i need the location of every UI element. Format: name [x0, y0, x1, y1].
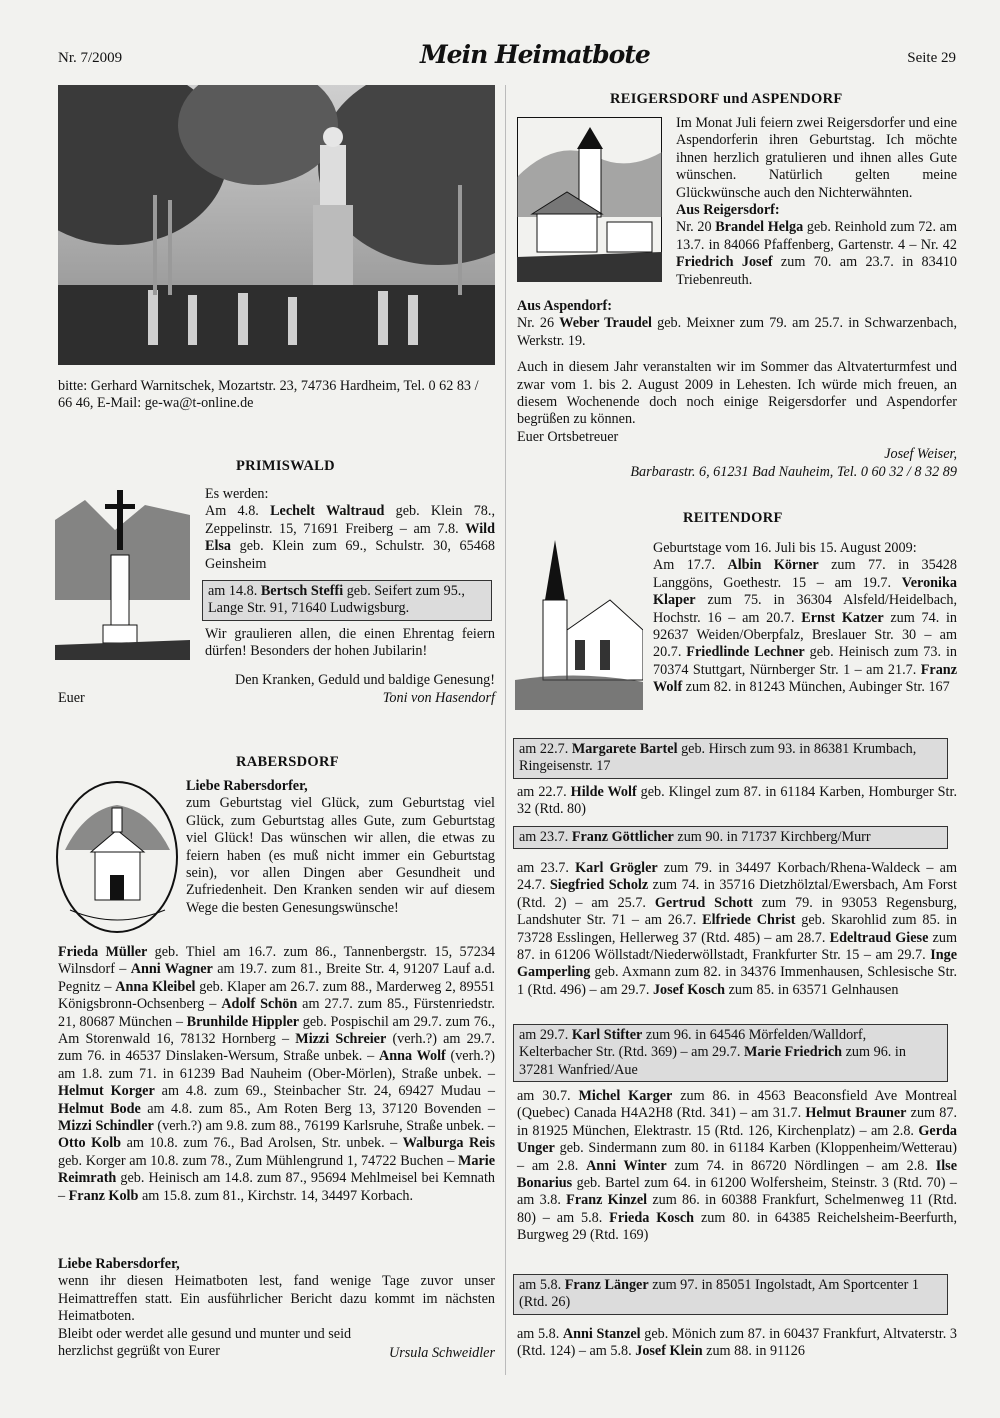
entry-text: geb. Sindermann zum 80. in 61184 Karben (Kloppenheim/Wetterau) – am 2.8. [517, 1140, 957, 1174]
entry-name: Otto Kolb [58, 1135, 122, 1152]
entry-text: geb. Seifert zum 95., Lange Str. 91, 71640 Ludwigsburg. [208, 583, 465, 617]
entry-text: Nr. 26 [517, 315, 560, 332]
reitendorf-entries-1 [653, 557, 957, 696]
entry-name: Anna Kleibel [115, 978, 196, 995]
entry-text: am 4.8. zum 85., Am Roten Berg 13, 37120 Bovenden – [140, 1100, 495, 1117]
entry-text: geb. Hirsch zum 93. in 86381 Krumbach, Ringeisenstr. 17 [519, 741, 917, 775]
entry-text: am 30.7. [517, 1088, 579, 1104]
entry-text: am 29.7. [519, 1027, 572, 1043]
rabersdorf-heading: RABERSDORF [236, 754, 339, 770]
reigersdorf-entries [676, 219, 957, 289]
entry-name: Ernst Katzer [801, 609, 884, 626]
entry-name: Bertsch Steffi [260, 583, 344, 599]
reitendorf-highlight-box-3 [513, 1024, 948, 1082]
rabersdorf-intro [186, 778, 495, 917]
entry-name: Weber Traudel [559, 315, 652, 332]
reigersdorf-address: Barbarastr. 6, 61231 Bad Nauheim, Tel. 0 60 32 / 8 32 89 [630, 464, 957, 480]
church-village-illustration [517, 117, 662, 282]
entry-name: Friedrich Josef [676, 254, 773, 271]
entry-name: Walburga Reis [402, 1135, 495, 1152]
entry-name: Franz Länger [564, 1277, 649, 1293]
entry-text: zum 77. in 35428 Langgöns, Goethestr. 15 – am 19.7. [653, 557, 957, 591]
entry-name: Helmut Korger [58, 1083, 155, 1100]
entry-text: zum 87. in 81925 München, Elektrastr. 15 (Rtd. 126, Kirchenplatz) – am 2.8. [517, 1105, 957, 1139]
entry-text: zum 86. in 60388 Frankfurt, Schelmenweg 11 (Rtd. 80) – am 5.8. [517, 1192, 958, 1226]
reigersdorf-euer: Euer Ortsbetreuer [517, 428, 619, 445]
entry-name: Marie Reimrath [58, 1152, 495, 1187]
reigersdorf-intro [676, 115, 957, 289]
entry-text: zum 85. in 63571 Gelnhausen [725, 981, 899, 998]
entry-name: Friedlinde Lechner [686, 644, 805, 661]
entry-text: am 23.7. [517, 860, 576, 876]
entry-name: Elfriede Christ [702, 912, 796, 929]
entry-text: am 4.8. zum 69., Steinbacher Str. 24, 69427 Mudau – [154, 1083, 495, 1100]
entry-name: Michel Karger [578, 1088, 673, 1104]
entry-text: geb. Heinisch am 14.8. zum 87., 95694 Mehlmeisel bei Kemnath – [58, 1170, 495, 1204]
entry-text: zum 79. in 93053 Regensburg, Landshuter Str. 71 – am 26.7. [517, 894, 957, 929]
entry-text: geb. Reinhold zum 72. am 13.7. in 84066 Pfaffenberg, Gartenstr. 4 – Nr. 42 [676, 219, 957, 253]
entry-text: geb. Klaper am 26.7. zum 88., Marderweg 2, 89551 Königsbronn-Ochsenberg – [58, 978, 496, 1013]
entry-text: zum 80. in 64385 Reichelsheim-Beerfurth, Burgweg 29 (Rtd. 169) [517, 1209, 957, 1244]
entry-name: Brunhilde Hippler [186, 1013, 300, 1030]
entry-name: Wild Elsa [205, 520, 495, 555]
reitendorf-highlight-box-2 [513, 826, 948, 849]
entry-name: Franz Göttlicher [571, 829, 674, 845]
entry-name: Brandel Helga [715, 219, 804, 236]
masthead: Mein Heimatbote [420, 40, 650, 69]
entry-name: Karl Grögler [575, 860, 658, 876]
entry-text: am 19.7. zum 81., Breite Str. 4, 91207 Lauf a.d. Pegnitz – [58, 961, 495, 995]
entry-text: am 10.8. zum 76., Bad Arolsen, Str. unbek. – [121, 1135, 403, 1152]
entry-name: Anni Wagner [130, 961, 213, 978]
photo-caption: bitte: Gerhard Warnitschek, Mozartstr. 23, 74736 Hardheim, Tel. 0 62 83 / 66 46, E-Mail: ge-wa@t-online.de [58, 378, 479, 412]
altvaterturmfest-text: Auch in diesem Jahr veranstalten wir im Sommer das Altvaterturmfest und zwar vom 1. bis 2. August 2009 in Lehesten. Ich würde mich freuen, an diesem Wochenende doch noch einige Reigersdorfer und Aspendorfer begrüßen zu können. [517, 359, 957, 428]
entry-text: geb. Korger am 10.8. zum 78., Zum Mühlengrund 1, 74722 Buchen – [58, 1152, 458, 1169]
monument-photo-image [58, 85, 495, 365]
entry-name: Helmut Brauner [805, 1105, 907, 1122]
entry-name: Anna Wolf [378, 1048, 446, 1065]
issue-number: Nr. 7/2009 [58, 50, 123, 66]
rabersdorf-outro-text: wenn ihr diesen Heimatboten lest, fand wenige Tage zuvor unser Heimattreffen statt. Ein ausführlicher Bericht dazu kommt im nächsten Heimatboten. [58, 1273, 495, 1325]
entry-text: geb. Klingel zum 87. in 61184 Karben, Homburger Str. 32 (Rtd. 80) [517, 784, 957, 818]
primiswald-text [205, 486, 495, 573]
page-number: Seite 29 [907, 50, 956, 66]
rabersdorf-greeting-2: Liebe Rabersdorfer, [58, 1256, 180, 1272]
entry-name: Lechelt Waltraud [270, 503, 385, 520]
entry-date: Am 4.8. [205, 503, 271, 520]
entry-text: Nr. 20 [676, 219, 716, 236]
chapel-illustration [55, 780, 180, 935]
entry-text: zum 88. in 91126 [702, 1343, 805, 1360]
entry-name: Ilse Bonarius [517, 1157, 957, 1192]
entry-name: Mizzi Schindler [58, 1118, 154, 1135]
entry-text: zum 96. in 37281 Wanfried/Aue [519, 1044, 906, 1078]
entry-text: am 23.7. [519, 829, 572, 845]
reigersdorf-signature: Josef Weiser, [884, 446, 957, 462]
entry-name: Inge Gamperling [517, 947, 957, 981]
entry-name: Anni Winter [586, 1157, 667, 1174]
entry-text: zum 74. in 35716 Dietzhölztal/Ewersbach, Am Forst (Rtd. 2) – am 25.7. [517, 877, 957, 911]
entry-text: (verh.?) am 9.8. zum 88., 76199 Karlsruhe, Straße unbek. – [153, 1118, 495, 1135]
entry-text: geb. Klein 78., Zeppelinstr. 15, 71691 Freiberg – am 7.8. [205, 503, 495, 537]
entry-text: am 5.8. [519, 1277, 565, 1293]
entry-text: geb. Meixner zum 79. am 25.7. in Schwarzenbach, Werkstr. 19. [517, 315, 958, 349]
entry-name: Marie Friedrich [743, 1044, 843, 1061]
rabersdorf-signature: Ursula Schweidler [388, 1345, 495, 1361]
reitendorf-entries-3 [517, 1088, 957, 1245]
entry-text: geb. Skarohlid zum 85. in 73728 Esslingen, Hellerweg 37 (Rtd. 485) – am 28.7. [517, 912, 957, 946]
entry-date: am 14.8. [208, 583, 261, 599]
entry-text: am 5.8. [517, 1326, 563, 1342]
entry-text: (verh.?) am 1.8. zum 71. in 61239 Bad Nauheim (Ober-Mörlen), Straße unbek. – [58, 1048, 495, 1082]
reigersdorf-subheading: Aus Reigersdorf: [676, 202, 780, 219]
entry-name: Mizzi Schreier [295, 1031, 387, 1048]
entry-text: zum 96. in 64546 Mörfelden/Walldorf, Kelterbacher Str. (Rtd. 369) – am 29.7. [519, 1027, 867, 1061]
aspendorf-block [517, 298, 957, 446]
entry-text: am 22.7. [517, 784, 571, 800]
entry-name: Margarete Bartel [571, 741, 678, 757]
entry-name: Albin Körner [727, 557, 819, 574]
primiswald-euer: Euer [58, 690, 85, 706]
entry-text: zum 82. in 81243 München, Aubinger Str. 167 [682, 679, 950, 696]
reitendorf-intro [653, 540, 957, 697]
primiswald-heading: PRIMISWALD [236, 458, 335, 474]
column-divider [505, 85, 506, 1375]
aspendorf-entries [517, 315, 957, 350]
reigersdorf-heading: REIGERSDORF und ASPENDORF [610, 91, 843, 107]
entry-name: Karl Stifter [571, 1027, 643, 1043]
primiswald-highlight-box [202, 580, 492, 621]
entry-text: zum 74. in 86720 Nördlingen – am 2.8. [666, 1157, 936, 1174]
entry-name: Josef Klein [635, 1343, 703, 1360]
entry-name: Veronika Klaper [653, 574, 957, 609]
entry-text: geb. Pospischil am 29.7. zum 76., Am Storenwald 16, 78132 Hornberg – [58, 1013, 495, 1048]
entry-text: Am 17.7. [653, 557, 728, 574]
entry-name: Gerda Unger [517, 1122, 957, 1157]
primiswald-signature: Toni von Hasendorf [382, 690, 495, 706]
entry-text: zum 70. am 23.7. in 83410 Triebenreuth. [676, 254, 958, 288]
reitendorf-entries-2 [517, 860, 957, 999]
primiswald-entries [205, 503, 495, 573]
rabersdorf-greeting: Liebe Rabersdorfer, [186, 778, 308, 794]
reitendorf-entry-wolf [517, 784, 957, 819]
entry-text: zum 97. in 85051 Ingolstadt, Am Sportcenter 1 (Rtd. 26) [519, 1277, 919, 1311]
reitendorf-highlight-box-1 [513, 738, 948, 779]
entry-text: geb. Heinisch zum 73. in 70374 Stuttgart, Nürnberger Str. 1 – am 21.7. [653, 644, 957, 678]
entry-text: geb. Thiel am 16.7. zum 86., Tannenbergstr. 15, 57234 Wilnsdorf – [58, 944, 495, 978]
entry-text: geb. Bartel zum 64. in 61200 Wolfersheim, Steinstr. 3 (Rtd. 70) – am 3.8. [517, 1175, 957, 1209]
entry-text: am 22.7. [519, 741, 572, 757]
primiswald-wish: Wir graulieren allen, die einen Ehrentag feiern dürfen! Besonders der hohen Jubilarin! [205, 626, 495, 660]
reitendorf-entries-4 [517, 1326, 957, 1361]
entry-text: geb. Axmann zum 82. in 34376 Immenhausen, Schlesische Str. 1 (Rtd. 496) – am 29.7. [517, 964, 957, 998]
aspendorf-subheading: Aus Aspendorf: [517, 298, 612, 314]
entry-text: zum 86. in 4563 Beaconsfield Ave Montreal (Quebec) Canada H4A2H8 (Rtd. 341) – am 31.7. [517, 1088, 958, 1122]
entry-name: Franz Kinzel [566, 1192, 648, 1209]
rabersdorf-closing: Bleibt oder werdet alle gesund und munter und seid herzlichst gegrüßt von Eurer [58, 1325, 352, 1360]
monument-photo [58, 85, 495, 365]
entry-text: zum 87. in 61206 Wöllstadt/Niederwöllstadt, Frankfurter Str. 15 – am 29.7. [517, 929, 957, 964]
entry-name: Siegfried Scholz [549, 877, 649, 894]
entry-text: zum 79. in 34497 Korbach/Rhena-Waldeck – am 24.7. [517, 860, 957, 894]
entry-name: Hilde Wolf [570, 784, 637, 800]
reitendorf-heading: REITENDORF [683, 510, 783, 526]
entry-name: Franz Kolb [68, 1187, 139, 1204]
rabersdorf-intro-text: zum Geburtstag viel Glück, zum Geburtstag viel Glück, zum Geburtstag alles Gute, zum Geburtstag viel Glück! Das wünschen wir allen, die etwas zu feiern haben (es muß nicht immer ein Geburtstag sein), vor allen Dingen aber Gesundheit und Zufriedenheit. Den Kranken senden wir auf diesem Wege die besten Genesungswünsche! [186, 795, 495, 916]
primiswald-wish-sick: Den Kranken, Geduld und baldige Genesung! [234, 672, 495, 688]
entry-name: Anni Stanzel [562, 1326, 641, 1342]
reitendorf-intro-text: Geburtstage vom 16. Juli bis 15. August 2009: [653, 540, 917, 556]
entry-name: Frieda Müller [58, 944, 148, 960]
reitendorf-highlight-box-4 [513, 1274, 948, 1315]
rabersdorf-entries [58, 944, 495, 1205]
primiswald-line: Es werden: [205, 486, 269, 502]
reigersdorf-intro-text: Im Monat Juli feiern zwei Reigersdorfer und eine Aspendorferin ihren Geburtstag. Ich möchte ihnen herzlich gratulieren und ihnen alles Gute wünschen. Natürlich gelten meine Glückwünsche auch den Nichterwähnten. [676, 115, 957, 201]
entry-text: geb. Mönich zum 87. in 60437 Frankfurt, Altvaterstr. 3 (Rtd. 124) – am 5.8. [517, 1326, 957, 1360]
entry-text: zum 75. in 36304 Alsfeld/Heidelbach, Hochstr. 16 – am 20.7. [653, 592, 957, 626]
entry-text: geb. Klein zum 69., Schulstr. 30, 65468 Geinsheim [205, 538, 495, 572]
gothic-church-illustration [515, 540, 643, 710]
entry-text: am 15.8. zum 81., Kirchstr. 14, 34497 Korbach. [138, 1187, 414, 1204]
wayside-cross-illustration [55, 480, 190, 660]
entry-name: Edeltraud Giese [829, 929, 929, 946]
entry-name: Gertrud Schott [654, 894, 753, 911]
entry-name: Frieda Kosch [609, 1209, 695, 1226]
entry-text: zum 90. in 71737 Kirchberg/Murr [673, 829, 871, 845]
entry-text: zum 74. in 92637 Weiden/Oberpfalz, Breslauer Str. 30 – am 20.7. [653, 609, 957, 661]
entry-name: Franz Wolf [653, 661, 957, 696]
entry-text: (verh.?) am 29.7. zum 76. in 46537 Dinslaken-Wersum, Straße unbek. – [58, 1031, 495, 1065]
entry-name: Helmut Bode [58, 1100, 141, 1117]
entry-name: Adolf Schön [221, 996, 298, 1013]
entry-name: Josef Kosch [652, 981, 726, 998]
entry-text: am 27.7. zum 85., Fürstenriedstr. 21, 80687 München – [58, 996, 495, 1030]
